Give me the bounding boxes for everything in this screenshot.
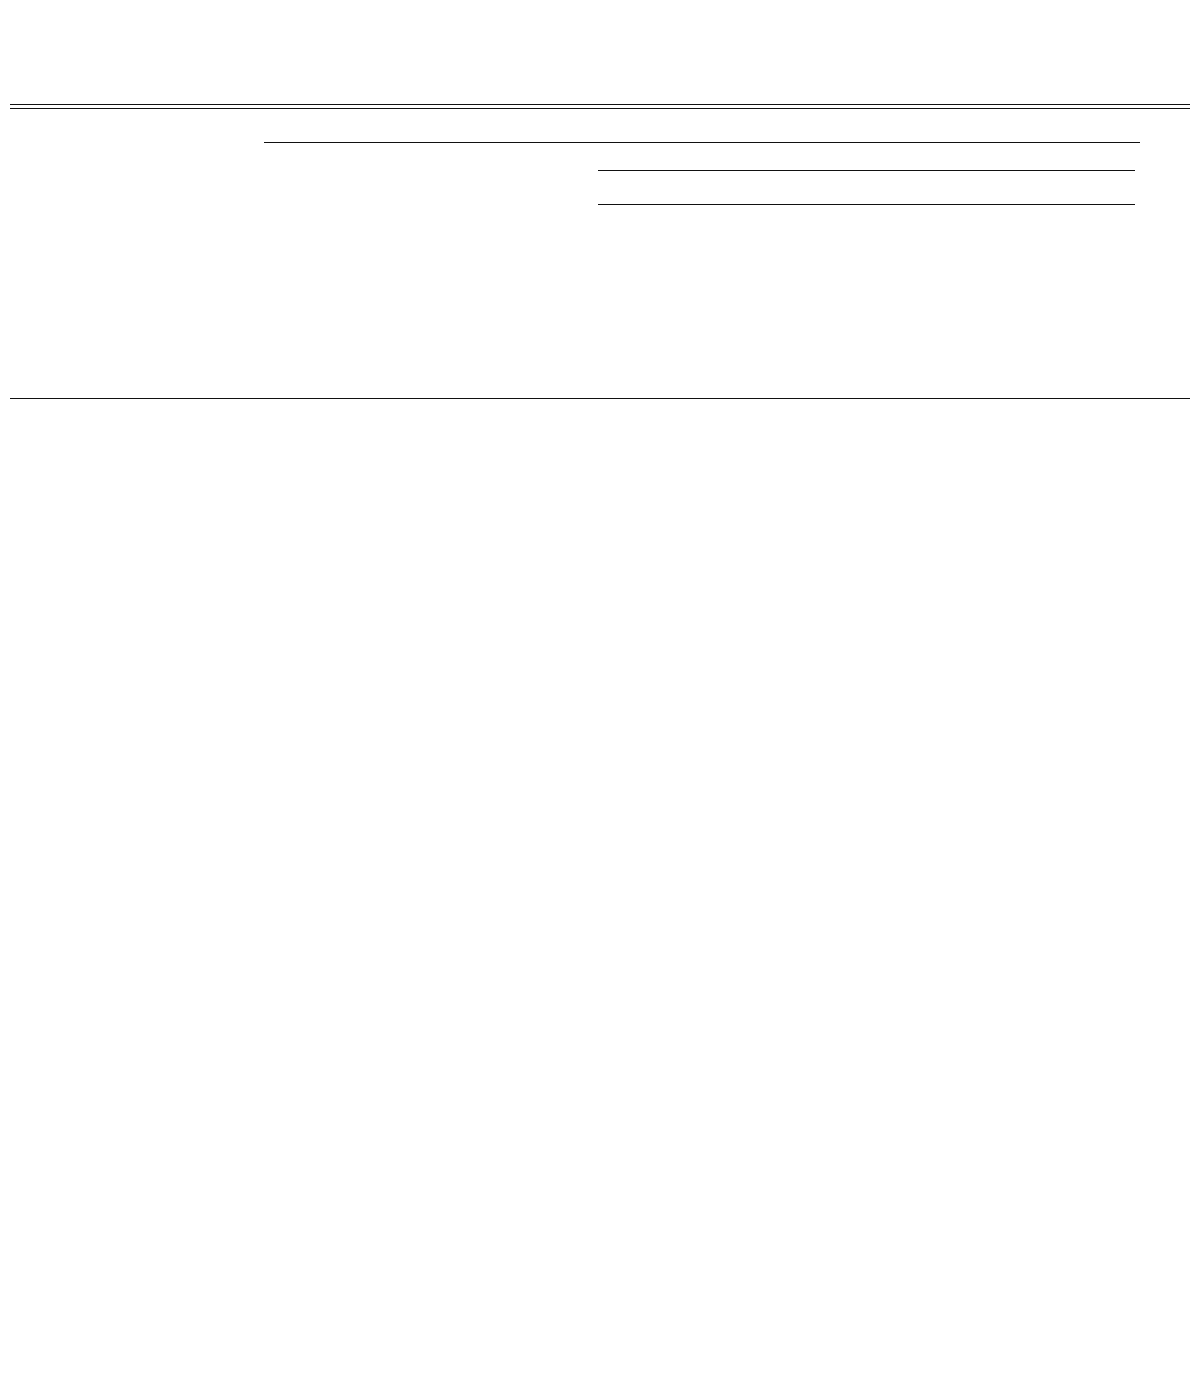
subgroup-rule [598,170,1135,171]
top-rule-inner [10,108,1190,109]
group-rule [264,142,1140,143]
subgroup-rule-2 [598,204,1135,205]
header-bottom-rule [10,398,1190,399]
top-rule [10,104,1190,105]
